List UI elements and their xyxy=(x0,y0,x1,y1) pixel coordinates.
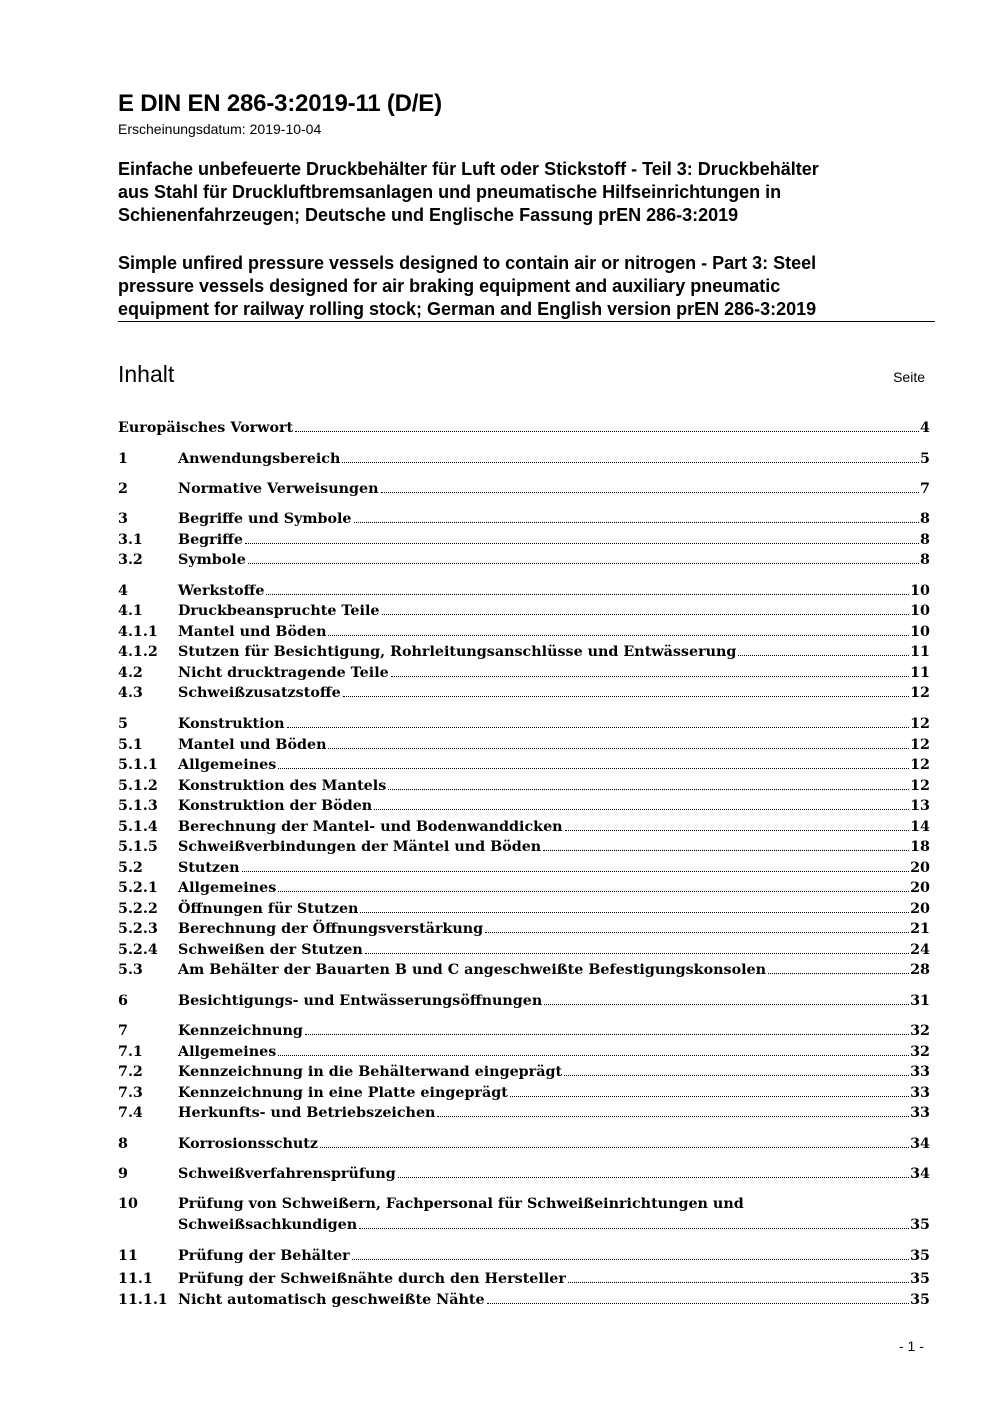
toc-entry[interactable] xyxy=(118,601,930,621)
toc-dot-leader xyxy=(544,991,909,1005)
toc-entry-page: 21 xyxy=(910,921,930,937)
toc-entry-number: 5.2 xyxy=(118,860,143,876)
toc-entry-number: 5.1.2 xyxy=(118,778,158,794)
toc-dot-leader xyxy=(564,1062,909,1076)
toc-dot-leader xyxy=(352,1246,909,1260)
toc-dot-leader xyxy=(382,601,910,615)
toc-dot-leader xyxy=(510,1083,909,1097)
toc-entry-page: 31 xyxy=(910,993,930,1009)
title-english-line: pressure vessels designed for air braking equipment and auxiliary pneumatic xyxy=(118,276,781,296)
toc-dot-leader xyxy=(381,479,920,493)
toc-entry-title: Schweißverbindungen der Mäntel und Böden xyxy=(178,839,542,855)
toc-entry-page: 14 xyxy=(910,819,930,835)
toc-entry-page: 20 xyxy=(910,901,930,917)
toc-entry[interactable] xyxy=(118,1164,930,1184)
toc-entry-number: 5 xyxy=(118,716,128,732)
toc-entry-page: 11 xyxy=(910,665,930,681)
toc-entry-page: 12 xyxy=(910,716,930,732)
toc-entry-title: Kennzeichnung in eine Platte eingeprägt xyxy=(178,1085,508,1101)
toc-entry[interactable] xyxy=(118,479,930,499)
toc-entry[interactable] xyxy=(118,683,930,703)
page-number: - 1 - xyxy=(899,1338,924,1354)
toc-entry-title: Herkunfts- und Betriebszeichen xyxy=(178,1105,436,1121)
toc-entry[interactable] xyxy=(118,1246,930,1266)
toc-dot-leader xyxy=(287,714,910,728)
toc-dot-leader xyxy=(328,735,909,749)
toc-entry-page: 33 xyxy=(910,1105,930,1121)
toc-entry[interactable] xyxy=(118,1021,930,1041)
toc-entry-number: 10 xyxy=(118,1196,138,1212)
toc-dot-leader xyxy=(360,899,909,913)
toc-entry-page: 35 xyxy=(910,1217,930,1233)
toc-dot-leader xyxy=(278,878,909,892)
toc-entry-number: 4.1.1 xyxy=(118,624,158,640)
toc-entry[interactable] xyxy=(118,817,930,837)
toc-entry[interactable] xyxy=(118,1134,930,1154)
toc-dot-leader xyxy=(245,530,919,544)
toc-entry[interactable] xyxy=(118,509,930,529)
toc-entry-title: Werkstoffe xyxy=(178,583,265,599)
toc-entry[interactable] xyxy=(118,960,930,980)
toc-entry-title: Anwendungsbereich xyxy=(178,451,341,467)
toc-entry-number: 1 xyxy=(118,451,128,467)
toc-entry-number: 4.1 xyxy=(118,603,143,619)
toc-entry-title: Nicht drucktragende Teile xyxy=(178,665,389,681)
toc-dot-leader xyxy=(295,418,919,432)
toc-dot-leader xyxy=(342,449,919,463)
toc-entry-title: Besichtigungs- und Entwässerungsöffnungen xyxy=(178,993,543,1009)
toc-entry-page: 35 xyxy=(910,1248,930,1264)
toc-dot-leader xyxy=(768,960,909,974)
toc-entry-title: Berechnung der Öffnungsverstärkung xyxy=(178,921,484,937)
toc-entry-number: 11.1.1 xyxy=(118,1292,168,1308)
toc-entry-number: 4.1.2 xyxy=(118,644,158,660)
toc-dot-leader xyxy=(343,683,909,697)
toc-entry[interactable] xyxy=(118,642,930,662)
toc-entry-page: 4 xyxy=(920,420,930,436)
toc-entry[interactable] xyxy=(118,1103,930,1123)
toc-entry[interactable] xyxy=(118,755,930,775)
toc-dot-leader xyxy=(359,1215,909,1229)
toc-dot-leader xyxy=(374,796,909,810)
toc-entry[interactable] xyxy=(118,919,930,939)
toc-heading: Inhalt xyxy=(118,361,175,387)
toc-entry-page: 11 xyxy=(910,644,930,660)
toc-entry-title: Am Behälter der Bauarten B und C angeschweißte Befestigungskonsolen xyxy=(178,962,767,978)
toc-entry-number: 7.2 xyxy=(118,1064,143,1080)
toc-entry-page: 24 xyxy=(910,942,930,958)
toc-entry-title: Mantel und Böden xyxy=(178,737,327,753)
toc-dot-leader xyxy=(565,817,910,831)
toc-entry-title: Öffnungen für Stutzen xyxy=(178,901,359,917)
toc-entry-title: Stutzen für Besichtigung, Rohrleitungsanschlüsse und Entwässerung xyxy=(178,644,737,660)
toc-entry[interactable] xyxy=(118,735,930,755)
toc-entry[interactable] xyxy=(118,1062,930,1082)
toc-entry[interactable] xyxy=(118,940,930,960)
toc-entry-title: Schweißsachkundigen xyxy=(178,1217,358,1233)
toc-entry-title: Europäisches Vorwort xyxy=(118,420,294,436)
toc-entry-number: 5.2.3 xyxy=(118,921,158,937)
title-german-line: Einfache unbefeuerte Druckbehälter für Luft oder Stickstoff - Teil 3: Druckbehälter xyxy=(118,159,819,179)
toc-entry-page: 35 xyxy=(910,1292,930,1308)
toc-entry-title-line1: Prüfung von Schweißern, Fachpersonal für Schweißeinrichtungen und xyxy=(178,1196,744,1212)
toc-entry-title: Stutzen xyxy=(178,860,240,876)
toc-entry-title: Prüfung der Schweißnähte durch den Hersteller xyxy=(178,1271,566,1287)
toc-entry-number: 5.1.4 xyxy=(118,819,158,835)
toc-dot-leader xyxy=(388,776,909,790)
toc-entry-number: 7.1 xyxy=(118,1044,143,1060)
toc-entry-number: 8 xyxy=(118,1136,128,1152)
toc-dot-leader xyxy=(248,550,919,564)
title-german-line: aus Stahl für Druckluftbremsanlagen und pneumatische Hilfseinrichtungen in xyxy=(118,182,782,202)
toc-entry-page: 20 xyxy=(910,880,930,896)
toc-dot-leader xyxy=(487,1290,910,1304)
toc-dot-leader xyxy=(568,1269,909,1283)
toc-dot-leader xyxy=(485,919,909,933)
date-label: Erscheinungsdatum: xyxy=(118,121,246,137)
title-german-line: Schienenfahrzeugen; Deutsche und Englische Fassung prEN 286-3:2019 xyxy=(118,205,739,225)
toc-entry-number: 5.2.2 xyxy=(118,901,158,917)
toc-entry-number: 3.1 xyxy=(118,532,143,548)
toc-entry-number: 5.1.3 xyxy=(118,798,158,814)
toc-entry-title: Schweißzusatzstoffe xyxy=(178,685,341,701)
toc-entry-page: 12 xyxy=(910,757,930,773)
toc-entry-page: 20 xyxy=(910,860,930,876)
toc-entry-title: Konstruktion der Böden xyxy=(178,798,373,814)
toc-dot-leader xyxy=(305,1021,909,1035)
toc-entry-page: 35 xyxy=(910,1271,930,1287)
toc-dot-leader xyxy=(242,858,910,872)
toc-entry[interactable] xyxy=(118,878,930,898)
toc-entry-number: 4.3 xyxy=(118,685,143,701)
toc-entry[interactable] xyxy=(118,1269,930,1289)
toc-entry[interactable] xyxy=(118,796,930,816)
toc-dot-leader xyxy=(354,509,920,523)
toc-entry-title: Korrosionsschutz xyxy=(178,1136,318,1152)
toc-entry[interactable] xyxy=(118,858,930,878)
toc-entry-number: 4 xyxy=(118,583,128,599)
toc-dot-leader xyxy=(320,1134,909,1148)
toc-entry-page: 12 xyxy=(910,778,930,794)
toc-entry-number: 5.2.4 xyxy=(118,942,158,958)
toc-entry-title: Allgemeines xyxy=(178,1044,277,1060)
toc-entry-page: 8 xyxy=(920,552,930,568)
toc-entry-page: 8 xyxy=(920,532,930,548)
toc-entry-number: 7.3 xyxy=(118,1085,143,1101)
toc-dot-leader xyxy=(365,940,909,954)
toc-entry[interactable] xyxy=(118,449,930,469)
toc-entry-page: 7 xyxy=(920,481,930,497)
toc-dot-leader xyxy=(328,622,909,636)
toc-entry[interactable] xyxy=(118,581,930,601)
toc-entry-page: 34 xyxy=(910,1136,930,1152)
toc-entry-page: 10 xyxy=(910,603,930,619)
toc-entry-number: 11.1 xyxy=(118,1271,153,1287)
toc-entry-page: 34 xyxy=(910,1166,930,1182)
toc-entry[interactable] xyxy=(118,1194,930,1236)
toc-entry-number: 5.1 xyxy=(118,737,143,753)
toc-entry-number: 9 xyxy=(118,1166,128,1182)
toc-dot-leader xyxy=(266,581,909,595)
page-column-label: Seite xyxy=(893,369,925,385)
toc-dot-leader xyxy=(543,837,909,851)
toc-entry-page: 12 xyxy=(910,737,930,753)
toc-entry-number: 4.2 xyxy=(118,665,143,681)
title-english-line: Simple unfired pressure vessels designed to contain air or nitrogen - Part 3: Steel xyxy=(118,253,817,273)
toc-entry[interactable] xyxy=(118,991,930,1011)
toc-entry-page: 32 xyxy=(910,1023,930,1039)
toc-dot-leader xyxy=(738,642,909,656)
toc-entry[interactable] xyxy=(118,550,930,570)
toc-entry-title: Nicht automatisch geschweißte Nähte xyxy=(178,1292,485,1308)
toc-entry-page: 33 xyxy=(910,1064,930,1080)
toc-entry-page: 18 xyxy=(910,839,930,855)
toc-entry-number: 5.2.1 xyxy=(118,880,158,896)
toc-entry[interactable] xyxy=(118,714,930,734)
toc-entry-title: Schweißen der Stutzen xyxy=(178,942,363,958)
toc-entry-page: 32 xyxy=(910,1044,930,1060)
toc-entry-title: Druckbeanspruchte Teile xyxy=(178,603,380,619)
toc-entry-number: 5.1.5 xyxy=(118,839,158,855)
toc-entry[interactable] xyxy=(118,837,930,857)
toc-entry-number: 5.3 xyxy=(118,962,143,978)
toc-entry-page: 12 xyxy=(910,685,930,701)
toc-entry-title: Normative Verweisungen xyxy=(178,481,379,497)
toc-entry[interactable] xyxy=(118,663,930,683)
toc-entry-title: Begriffe und Symbole xyxy=(178,511,352,527)
toc-entry-page: 5 xyxy=(920,451,930,467)
toc-entry-title: Kennzeichnung xyxy=(178,1023,303,1039)
toc-entry-number: 3.2 xyxy=(118,552,143,568)
toc-entry-page: 13 xyxy=(910,798,930,814)
toc-entry-page: 33 xyxy=(910,1085,930,1101)
toc-entry-title: Allgemeines xyxy=(178,757,277,773)
toc-entry-title: Konstruktion xyxy=(178,716,285,732)
toc-entry[interactable] xyxy=(118,1083,930,1103)
toc-entry-number: 6 xyxy=(118,993,128,1009)
toc-entry-page: 10 xyxy=(910,583,930,599)
toc-entry-title: Kennzeichnung in die Behälterwand eingeprägt xyxy=(178,1064,563,1080)
toc-entry-page: 28 xyxy=(910,962,930,978)
toc-entry-number: 2 xyxy=(118,481,128,497)
toc-entry-title: Berechnung der Mantel- und Bodenwanddicken xyxy=(178,819,563,835)
toc-entry[interactable] xyxy=(118,899,930,919)
toc-dot-leader xyxy=(278,755,909,769)
toc-entry-title: Allgemeines xyxy=(178,880,277,896)
toc-entry-title: Symbole xyxy=(178,552,246,568)
toc-entry-title: Begriffe xyxy=(178,532,243,548)
toc-entry-number: 3 xyxy=(118,511,128,527)
toc-entry-number: 5.1.1 xyxy=(118,757,158,773)
toc-entry-number: 7 xyxy=(118,1023,128,1039)
toc-entry[interactable] xyxy=(118,1290,930,1310)
toc-dot-leader xyxy=(391,663,909,677)
document-code: E DIN EN 286-3:2019-11 (D/E) xyxy=(118,90,442,117)
toc-dot-leader xyxy=(398,1164,909,1178)
title-english-line: equipment for railway rolling stock; German and English version prEN 286-3:2019 xyxy=(118,299,817,319)
toc-entry[interactable] xyxy=(118,622,930,642)
toc-entry-title: Prüfung der Behälter xyxy=(178,1248,350,1264)
toc-entry-title: Konstruktion des Mantels xyxy=(178,778,387,794)
date-value: 2019-10-04 xyxy=(249,121,322,137)
toc-entry-number: 11 xyxy=(118,1248,138,1264)
toc-dot-leader xyxy=(437,1103,909,1117)
toc-entry-page: 10 xyxy=(910,624,930,640)
toc-entry-title: Schweißverfahrensprüfung xyxy=(178,1166,396,1182)
toc-dot-leader xyxy=(278,1042,909,1056)
toc-entry-page: 8 xyxy=(920,511,930,527)
toc-entry-number: 7.4 xyxy=(118,1105,143,1121)
toc-entry[interactable] xyxy=(118,1042,930,1062)
toc-entry-title: Mantel und Böden xyxy=(178,624,327,640)
toc-entry[interactable] xyxy=(118,530,930,550)
toc-entry[interactable] xyxy=(118,776,930,796)
toc-entry[interactable] xyxy=(118,418,930,438)
